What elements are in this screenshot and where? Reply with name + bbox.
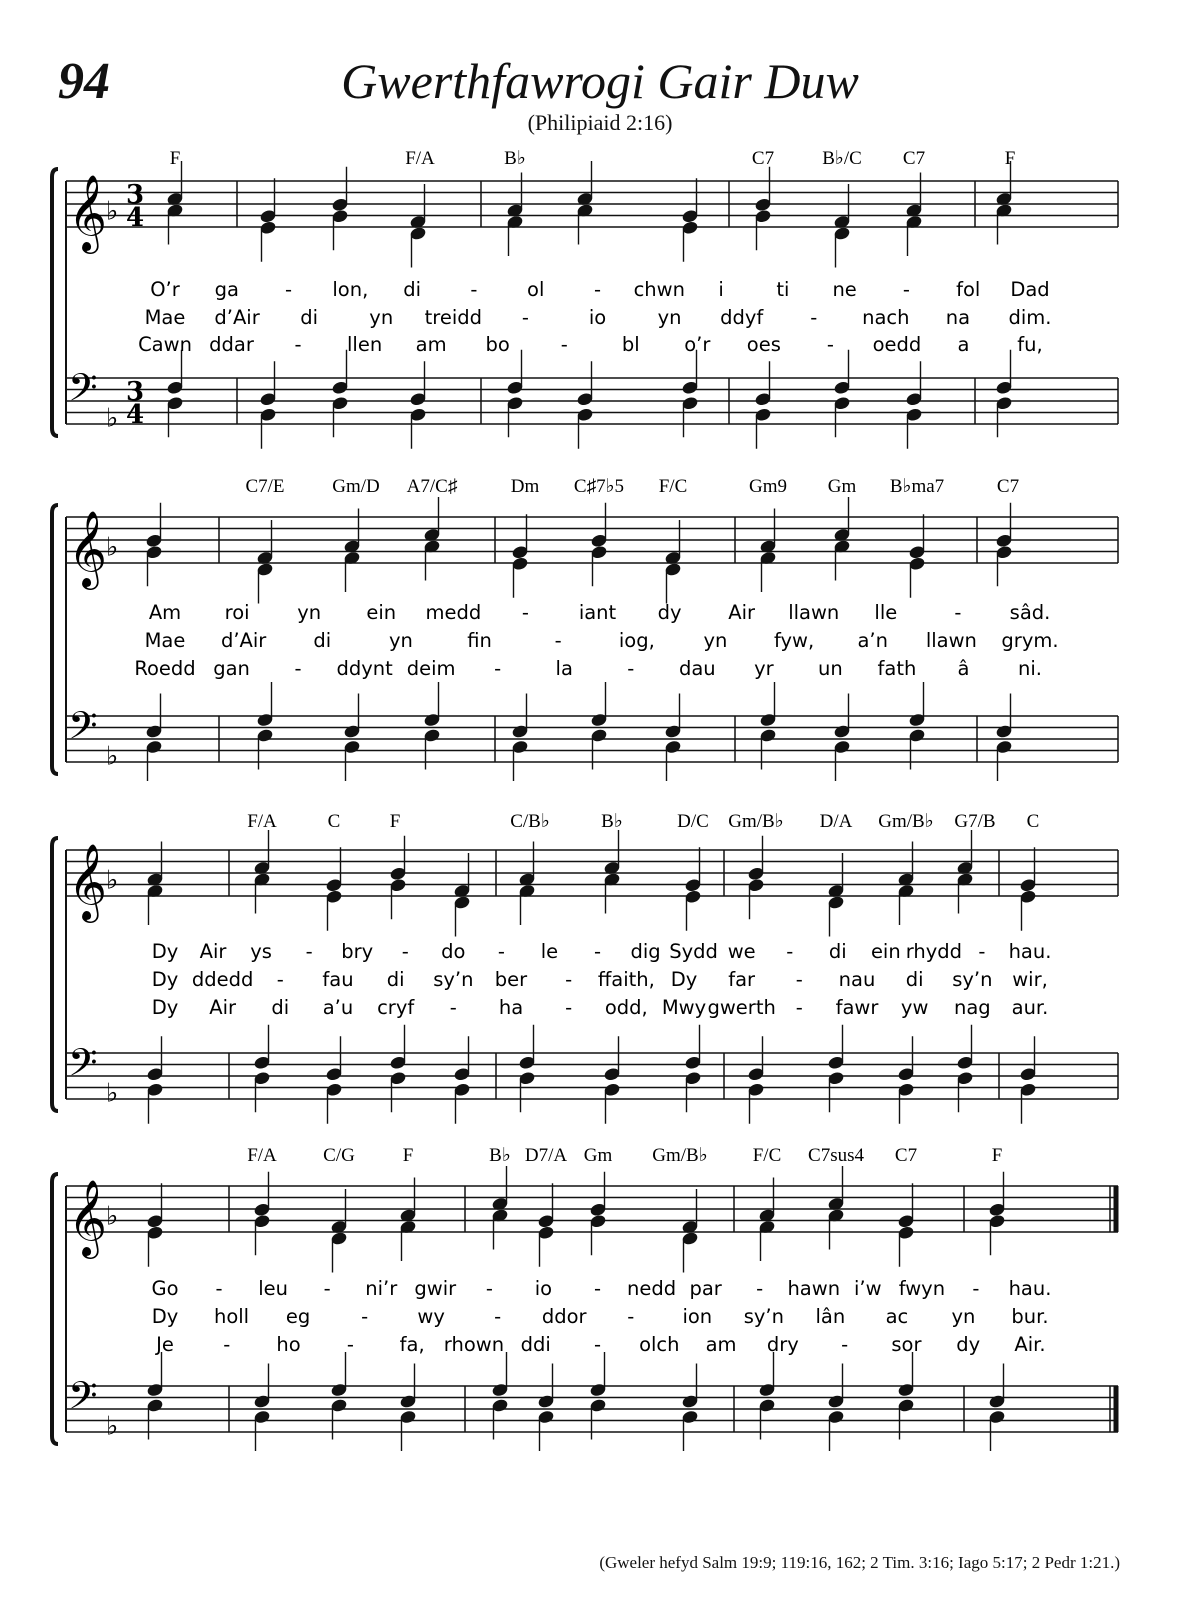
lyric-syllable: - — [795, 968, 803, 991]
lyric-syllable: do — [441, 940, 466, 963]
flat-icon: ♭ — [106, 1201, 119, 1232]
chord-symbol: D/A — [819, 811, 853, 832]
lyric-syllable: ddynt — [336, 657, 393, 680]
lyric-syllable: ddi — [520, 1333, 551, 1356]
lyric-syllable: ni. — [1018, 657, 1042, 680]
lyric-syllable: am — [705, 1333, 737, 1356]
lyric-syllable: - — [795, 996, 803, 1019]
lyric-syllable: we — [727, 940, 756, 963]
lyric-syllable: fath — [877, 657, 917, 680]
lyric-syllable: sâd. — [1009, 601, 1051, 624]
lyric-syllable: - — [954, 601, 962, 624]
lyric-syllable: sy’n — [743, 1305, 784, 1328]
lyric-syllable: aur. — [1011, 996, 1049, 1019]
lyric-syllable: - — [826, 333, 834, 356]
lyric-syllable: ti — [776, 278, 790, 301]
lyric-syllable: Mae — [144, 306, 186, 329]
time-signature-bottom: 4 — [126, 203, 145, 233]
lyric-syllable: ol — [527, 278, 545, 301]
time-signature-top: 3 — [126, 180, 145, 210]
lyric-syllable: - — [627, 1305, 635, 1328]
lyric-syllable: Dy — [670, 968, 698, 991]
lyric-syllable: cryf — [377, 996, 415, 1019]
chord-symbol: C — [327, 811, 341, 832]
chord-symbol: C/G — [323, 1145, 355, 1166]
lyric-syllable: wir, — [1012, 968, 1048, 991]
lyric-syllable: fa, — [399, 1333, 425, 1356]
lyric-syllable: llen — [347, 333, 383, 356]
lyric-syllable: bry — [341, 940, 374, 963]
system-bracket — [52, 505, 58, 774]
lyric-syllable: - — [401, 940, 409, 963]
lyric-syllable: - — [449, 996, 457, 1019]
chord-symbol: F — [402, 1145, 414, 1166]
lyric-syllable: iant — [578, 601, 617, 624]
lyric-syllable: par — [689, 1277, 722, 1300]
lyric-syllable: a’n — [857, 629, 888, 652]
chord-symbol: C7/E — [245, 476, 285, 497]
lyric-syllable: - — [323, 1277, 331, 1300]
lyric-syllable: ffaith, — [597, 968, 655, 991]
lyric-syllable: - — [593, 1277, 602, 1300]
chord-symbol: Gm/B♭ — [652, 1145, 708, 1166]
lyric-syllable: di — [905, 968, 924, 991]
lyric-syllable: - — [978, 940, 986, 963]
lyric-syllable: ion — [682, 1305, 713, 1328]
lyric-syllable: oedd — [872, 333, 922, 356]
lyric-syllable: i’w — [854, 1277, 882, 1300]
flat-icon: ♭ — [106, 196, 119, 227]
lyric-syllable: deim — [406, 657, 456, 680]
lyric-syllable: Air — [209, 996, 237, 1019]
lyric-syllable: dig — [630, 940, 661, 963]
lyric-syllable: olch — [639, 1333, 680, 1356]
lyric-syllable: ddedd — [191, 968, 254, 991]
lyric-syllable: fu, — [1017, 333, 1043, 356]
chord-symbol: F — [169, 148, 181, 169]
lyric-syllable: leu — [258, 1277, 289, 1300]
lyric-syllable: - — [294, 333, 302, 356]
chord-symbol: C7 — [902, 148, 926, 169]
lyric-syllable: ni’r — [365, 1277, 398, 1300]
lyric-syllable: nedd — [627, 1277, 677, 1300]
lyric-syllable: - — [485, 1277, 493, 1300]
lyric-syllable: Cawn — [138, 333, 192, 356]
lyric-syllable: Go — [151, 1277, 179, 1300]
lyric-syllable: â — [957, 657, 970, 680]
lyric-syllable: - — [294, 657, 302, 680]
lyric-syllable: dry — [766, 1333, 799, 1356]
lyric-syllable: - — [810, 306, 818, 329]
chord-symbol: Gm — [583, 1145, 613, 1166]
scripture-reference: (Philipiaid 2:16) — [527, 110, 673, 135]
bass-clef-icon: 𝄢 — [68, 365, 98, 419]
lyric-syllable: le — [540, 940, 559, 963]
lyric-syllable: hawn — [787, 1277, 841, 1300]
lyric-syllable: ein — [870, 940, 901, 963]
cross-references: (Gweler hefyd Salm 19:9; 119:16, 162; 2 Tim. 3:16; Iago 5:17; 2 Pedr 1:21.) — [599, 1553, 1120, 1572]
lyric-syllable: yn — [657, 306, 682, 329]
lyric-syllable: bo — [485, 333, 510, 356]
lyric-syllable: yn — [703, 629, 728, 652]
lyric-syllable: io — [588, 306, 607, 329]
chord-symbol: Gm9 — [749, 476, 787, 497]
system-bracket — [52, 838, 58, 1111]
chord-symbol: C7 — [894, 1145, 918, 1166]
lyric-syllable: roi — [224, 601, 250, 624]
lyric-syllable: - — [346, 1333, 354, 1356]
lyric-syllable: na — [945, 306, 971, 329]
lyric-syllable: lân — [815, 1305, 846, 1328]
lyric-syllable: sy’n — [952, 968, 993, 991]
bass-clef-icon: 𝄢 — [68, 1373, 98, 1427]
chord-symbol: F/A — [247, 811, 277, 832]
treble-clef-icon: 𝄞 — [68, 174, 108, 251]
lyric-syllable: - — [497, 940, 505, 963]
lyric-syllable: di — [828, 940, 847, 963]
lyric-syllable: fol — [956, 278, 981, 301]
lyric-syllable: ys — [250, 940, 272, 963]
lyric-syllable: - — [902, 278, 910, 301]
lyric-syllable: i — [718, 278, 724, 301]
hymn-title: Gwerthfawrogi Gair Duw — [341, 53, 859, 109]
lyric-syllable: Dad — [1010, 278, 1050, 301]
lyric-syllable: oes — [746, 333, 781, 356]
chord-symbol: F/A — [247, 1145, 277, 1166]
lyric-syllable: gwerth — [707, 996, 776, 1019]
hymn-number: 94 — [58, 53, 110, 110]
chord-symbol: C7 — [996, 476, 1020, 497]
lyric-syllable: la — [555, 657, 573, 680]
lyric-syllable: nau — [838, 968, 876, 991]
lyric-syllable: a’u — [322, 996, 354, 1019]
lyric-syllable: - — [470, 278, 478, 301]
system-bracket — [52, 169, 58, 436]
lyric-syllable: a — [957, 333, 970, 356]
chord-symbol: C7sus4 — [808, 1145, 864, 1166]
chord-symbol: F — [389, 811, 401, 832]
lyric-syllable: rhydd — [905, 940, 963, 963]
lyric-syllable: yr — [754, 657, 774, 680]
lyric-syllable: - — [494, 1305, 502, 1328]
chord-symbol: Gm/B♭ — [728, 811, 784, 832]
lyric-syllable: yn — [388, 629, 413, 652]
lyric-syllable: Air — [199, 940, 227, 963]
lyric-syllable: Dy — [151, 1305, 179, 1328]
lyric-syllable: Mwy — [661, 996, 707, 1019]
lyric-syllable: ac — [885, 1305, 909, 1328]
lyric-syllable: ha — [498, 996, 524, 1019]
lyric-syllable: ber — [494, 968, 528, 991]
lyric-syllable: io — [534, 1277, 553, 1300]
lyric-syllable: ne — [832, 278, 857, 301]
lyric-syllable: lle — [874, 601, 898, 624]
lyric-syllable: iog, — [618, 629, 655, 652]
lyric-syllable: rhown — [443, 1333, 505, 1356]
lyric-syllable: ddyf — [720, 306, 764, 329]
chord-symbol: C7 — [751, 148, 775, 169]
chord-symbol: B♭ma7 — [889, 476, 945, 497]
lyric-syllable: Dy — [151, 940, 179, 963]
lyric-syllable: hau. — [1008, 1277, 1052, 1300]
chord-symbol: D7/A — [524, 1145, 568, 1166]
chord-symbol: F/A — [405, 148, 435, 169]
chord-symbol: C/B♭ — [510, 811, 550, 832]
lyric-syllable: treidd — [424, 306, 483, 329]
lyric-syllable: yn — [369, 306, 394, 329]
lyric-syllable: lon, — [332, 278, 369, 301]
lyric-syllable: ho — [276, 1333, 301, 1356]
chord-symbol: B♭ — [504, 148, 526, 169]
lyric-syllable: - — [627, 657, 635, 680]
lyric-syllable: O’r — [150, 278, 180, 301]
flat-icon: ♭ — [106, 1411, 119, 1442]
lyric-syllable: llawn — [788, 601, 840, 624]
lyric-syllable: eg — [285, 1305, 311, 1328]
lyric-syllable: wy — [417, 1305, 445, 1328]
lyric-syllable: bur. — [1011, 1305, 1049, 1328]
bass-clef-icon: 𝄢 — [68, 1040, 98, 1094]
lyric-syllable: - — [361, 1305, 369, 1328]
time-signature-top: 3 — [126, 377, 145, 407]
lyric-syllable: Air. — [1014, 1333, 1046, 1356]
lyric-syllable: - — [593, 940, 602, 963]
lyric-syllable: fau — [322, 968, 354, 991]
lyric-syllable: - — [786, 940, 794, 963]
lyric-syllable: Mae — [144, 629, 186, 652]
lyric-syllable: Je — [156, 1333, 174, 1356]
flat-icon: ♭ — [106, 741, 119, 772]
lyric-syllable: gwir — [414, 1277, 457, 1300]
lyric-syllable: yw — [900, 996, 929, 1019]
lyric-syllable: llawn — [925, 629, 977, 652]
time-signature-bottom: 4 — [126, 400, 145, 430]
lyric-syllable: - — [305, 940, 313, 963]
lyric-syllable: nag — [953, 996, 991, 1019]
lyric-syllable: - — [521, 601, 529, 624]
chord-symbol: B♭ — [601, 811, 623, 832]
chord-symbol: B♭/C — [822, 148, 862, 169]
lyric-syllable: di — [271, 996, 290, 1019]
lyric-syllable: - — [756, 1277, 764, 1300]
lyric-syllable: Roedd — [134, 657, 196, 680]
lyric-syllable: odd, — [604, 996, 648, 1019]
chord-symbol: Dm — [510, 476, 540, 497]
bass-clef-icon: 𝄢 — [68, 703, 98, 757]
lyric-syllable: d’Air — [220, 629, 267, 652]
lyric-syllable: dy — [956, 1333, 981, 1356]
lyric-syllable: hau. — [1008, 940, 1052, 963]
chord-symbol: Gm/D — [332, 476, 380, 497]
lyric-syllable: - — [972, 1277, 980, 1300]
lyric-syllable: - — [276, 968, 284, 991]
lyric-syllable: Sydd — [669, 940, 718, 963]
lyric-syllable: - — [554, 629, 562, 652]
flat-icon: ♭ — [106, 403, 119, 434]
lyric-syllable: d’Air — [214, 306, 260, 329]
chord-symbol: A7/C♯ — [406, 476, 458, 497]
lyric-syllable: di — [313, 629, 332, 652]
lyric-syllable: Air — [728, 601, 756, 624]
chord-symbol: B♭ — [489, 1145, 511, 1166]
lyric-syllable: nach — [862, 306, 910, 329]
lyric-syllable: - — [494, 657, 502, 680]
lyric-syllable: - — [285, 278, 293, 301]
lyric-syllable: Dy — [151, 968, 179, 991]
lyric-syllable: medd — [425, 601, 482, 624]
lyric-syllable: sor — [891, 1333, 922, 1356]
chord-symbol: D/C — [677, 811, 709, 832]
lyric-syllable: - — [565, 968, 573, 991]
lyric-syllable: Am — [148, 601, 182, 624]
lyric-syllable: - — [593, 278, 602, 301]
treble-clef-icon: 𝄞 — [68, 1179, 108, 1256]
lyric-syllable: dy — [657, 601, 682, 624]
lyric-syllable: - — [565, 996, 573, 1019]
chord-symbol: F — [1004, 148, 1016, 169]
flat-icon: ♭ — [106, 532, 119, 563]
lyric-syllable: - — [223, 1333, 231, 1356]
flat-icon: ♭ — [106, 1078, 119, 1109]
lyric-syllable: - — [560, 333, 568, 356]
lyric-syllable: fwyn — [898, 1277, 946, 1300]
lyric-syllable: o’r — [684, 333, 711, 356]
lyric-syllable: ein — [366, 601, 397, 624]
lyric-syllable: yn — [951, 1305, 976, 1328]
chord-symbol: C♯7♭5 — [573, 476, 625, 497]
lyric-syllable: di — [300, 306, 319, 329]
flat-icon: ♭ — [106, 865, 119, 896]
lyric-syllable: grym. — [1001, 629, 1059, 652]
lyric-syllable: fawr — [835, 996, 879, 1019]
lyric-syllable: gan — [213, 657, 250, 680]
lyric-syllable: sy’n — [433, 968, 474, 991]
lyric-syllable: un — [818, 657, 843, 680]
treble-clef-icon: 𝄞 — [68, 843, 108, 920]
chord-symbol: F/C — [752, 1145, 782, 1166]
lyric-syllable: di — [386, 968, 405, 991]
treble-clef-icon: 𝄞 — [68, 510, 108, 587]
lyric-syllable: Dy — [151, 996, 179, 1019]
lyric-syllable: ddor — [541, 1305, 587, 1328]
lyric-syllable: far — [728, 968, 756, 991]
lyric-syllable: bl — [621, 333, 640, 356]
lyric-syllable: chwn — [633, 278, 685, 301]
lyric-syllable: fyw, — [773, 629, 815, 652]
chord-symbol: F — [991, 1145, 1003, 1166]
lyric-syllable: holl — [213, 1305, 250, 1328]
chord-symbol: F/C — [658, 476, 688, 497]
chord-symbol: G7/B — [954, 811, 996, 832]
lyric-syllable: - — [841, 1333, 849, 1356]
lyric-syllable: fin — [467, 629, 492, 652]
lyric-syllable: - — [215, 1277, 223, 1300]
lyric-syllable: - — [593, 1333, 602, 1356]
lyric-syllable: di — [403, 278, 422, 301]
chord-symbol: C — [1026, 811, 1040, 832]
lyric-syllable: ga — [214, 278, 239, 301]
lyric-syllable: ddar — [209, 333, 254, 356]
lyric-syllable: yn — [297, 601, 322, 624]
lyric-syllable: - — [521, 306, 529, 329]
lyric-syllable: dim. — [1008, 306, 1052, 329]
lyric-syllable: am — [415, 333, 447, 356]
chord-symbol: Gm/B♭ — [878, 811, 934, 832]
system-bracket — [52, 1174, 58, 1444]
chord-symbol: Gm — [827, 476, 857, 497]
lyric-syllable: dau — [678, 657, 716, 680]
